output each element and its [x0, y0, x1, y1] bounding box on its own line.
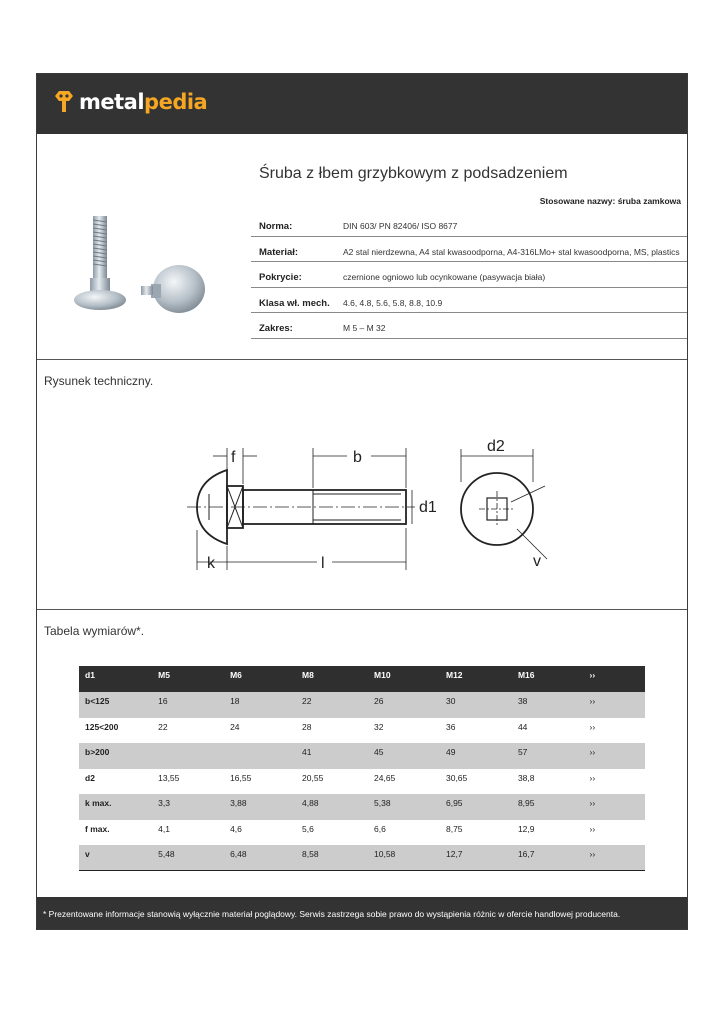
row-label: k max. — [79, 794, 152, 820]
more-columns-link[interactable]: ›› — [589, 772, 596, 783]
table-cell: 8,95 — [512, 794, 584, 820]
table-cell: 4,88 — [296, 794, 368, 820]
spec-row-strength-class — [251, 288, 687, 314]
table-cell: 32 — [374, 721, 384, 732]
table-cell: 8,58 — [296, 845, 368, 871]
table-cell: 24 — [230, 721, 240, 732]
table-cell: 16,7 — [512, 845, 584, 871]
table-row — [79, 845, 645, 871]
spec-value: czernione ogniowo lub ocynkowane (pasywacja biała) — [343, 272, 546, 282]
footer-bar — [37, 897, 687, 929]
table-row — [79, 743, 645, 769]
technical-drawing — [187, 434, 587, 579]
spec-row-range — [251, 313, 687, 339]
table-cell: 16,55 — [230, 772, 252, 783]
spec-row-material — [251, 237, 687, 263]
drawing-section-title: Rysunek techniczny. — [44, 374, 154, 388]
spec-label: Norma: — [259, 221, 293, 232]
table-cell: 3,88 — [224, 794, 296, 820]
row-label: v — [79, 845, 152, 871]
brand-name-part2: pedia — [144, 90, 208, 114]
spec-list — [251, 211, 687, 339]
spec-value: M 5 – M 32 — [343, 323, 386, 333]
table-cell: 5,6 — [302, 823, 314, 834]
product-sheet — [36, 73, 688, 930]
alternative-names-value: śruba zamkowa — [617, 196, 681, 206]
table-cell: 28 — [302, 721, 312, 732]
table-cell: 4,1 — [158, 823, 170, 834]
dim-label-v: v — [533, 553, 541, 570]
table-cell: 8,75 — [445, 823, 463, 834]
spec-label: Zakres: — [259, 323, 293, 334]
table-cell: 49 — [440, 743, 512, 769]
spec-value: A2 stal nierdzewna, A4 stal kwasoodporna, A4-316LMo+ stal kwasoodporna, MS, plastics — [343, 246, 680, 257]
table-cell: 5,38 — [368, 794, 440, 820]
row-label: b<125 — [79, 692, 152, 718]
dim-label-d1: d1 — [419, 499, 437, 516]
table-cell: 30,65 — [445, 772, 468, 783]
table-cell: 38,8 — [517, 772, 535, 783]
table-row — [79, 769, 645, 795]
table-cell: 12,7 — [440, 845, 512, 871]
divider — [37, 609, 687, 610]
table-cell: 41 — [296, 743, 368, 769]
table-section-title: Tabela wymiarów*. — [44, 624, 145, 638]
row-label: d2 — [85, 772, 95, 783]
spec-value: DIN 603/ PN 82406/ ISO 8677 — [343, 221, 458, 231]
more-columns-link[interactable]: ›› — [589, 721, 596, 732]
table-cell: 57 — [512, 743, 584, 769]
spec-row-norm — [251, 211, 687, 237]
table-cell: 3,3 — [152, 794, 224, 820]
table-header-cell: d1 — [79, 666, 152, 692]
dimensions-table — [79, 666, 645, 871]
table-cell: 5,48 — [152, 845, 224, 871]
table-cell: 16 — [152, 692, 224, 718]
alternative-names-label: Stosowane nazwy: — [539, 196, 616, 206]
table-cell: 24,65 — [374, 772, 396, 783]
spec-label: Materiał: — [259, 246, 299, 258]
brand-logo[interactable] — [53, 90, 207, 114]
table-row — [79, 718, 645, 744]
spec-value: 4.6, 4.8, 5.6, 5.8, 8.8, 10.9 — [343, 297, 443, 308]
bolt-mascot-icon — [53, 90, 75, 114]
row-label: b>200 — [79, 743, 152, 769]
table-header-row — [79, 666, 645, 692]
table-row — [79, 692, 645, 718]
more-columns-link[interactable]: ›› — [583, 794, 645, 820]
table-cell: 6,48 — [224, 845, 296, 871]
spec-label: Klasa wł. mech. — [259, 297, 330, 309]
more-columns-link[interactable]: ›› — [583, 692, 645, 718]
dim-label-l: l — [321, 555, 325, 572]
table-cell — [152, 743, 224, 769]
product-photo — [71, 214, 221, 329]
table-cell — [224, 743, 296, 769]
table-header-cell: M5 — [152, 666, 224, 692]
row-label: f max. — [85, 823, 110, 834]
table-cell: 22 — [158, 721, 168, 732]
dim-label-b: b — [353, 449, 362, 466]
table-cell: 30 — [440, 692, 512, 718]
table-header-cell: M8 — [296, 666, 368, 692]
table-cell: 4,6 — [230, 823, 242, 834]
table-cell: 13,55 — [158, 772, 180, 783]
table-cell: 26 — [368, 692, 440, 718]
table-cell: 36 — [445, 721, 456, 732]
more-columns-link[interactable]: ›› — [583, 743, 645, 769]
table-cell: 20,55 — [302, 772, 324, 783]
more-columns-link[interactable]: ›› — [583, 666, 645, 692]
spec-row-coating — [251, 262, 687, 288]
table-cell: 10,58 — [368, 845, 440, 871]
dim-label-k: k — [207, 555, 215, 572]
disclaimer-text: * Prezentowane informacje stanowią wyłącznie materiał poglądowy. Serwis zastrzega sobie prawo do wystąpienia różnic w ofercie handlowej producenta. — [43, 909, 621, 919]
table-cell: 38 — [512, 692, 584, 718]
table-cell: 44 — [517, 721, 528, 732]
more-columns-link[interactable]: ›› — [583, 845, 645, 871]
table-cell: 12,9 — [517, 823, 535, 834]
table-cell: 45 — [368, 743, 440, 769]
dim-label-f: f — [231, 449, 236, 466]
more-columns-link[interactable]: ›› — [589, 823, 596, 834]
table-header-cell: M16 — [512, 666, 584, 692]
divider — [37, 359, 687, 360]
table-cell: 6,95 — [440, 794, 512, 820]
table-row — [79, 820, 645, 846]
table-header-cell: M6 — [224, 666, 296, 692]
table-cell: 22 — [296, 692, 368, 718]
table-cell: 6,6 — [374, 823, 386, 834]
table-header-cell: M12 — [440, 666, 512, 692]
table-row — [79, 794, 645, 820]
header-bar — [37, 74, 687, 134]
product-title: Śruba z łbem grzybkowym z podsadzeniem — [259, 165, 568, 182]
alternative-names — [540, 196, 681, 206]
table-header-cell: M10 — [368, 666, 440, 692]
brand-name-part1: metal — [79, 90, 145, 114]
spec-label: Pokrycie: — [259, 272, 302, 283]
dim-label-d2: d2 — [487, 438, 505, 455]
row-label: 125<200 — [85, 721, 119, 732]
table-cell: 18 — [224, 692, 296, 718]
